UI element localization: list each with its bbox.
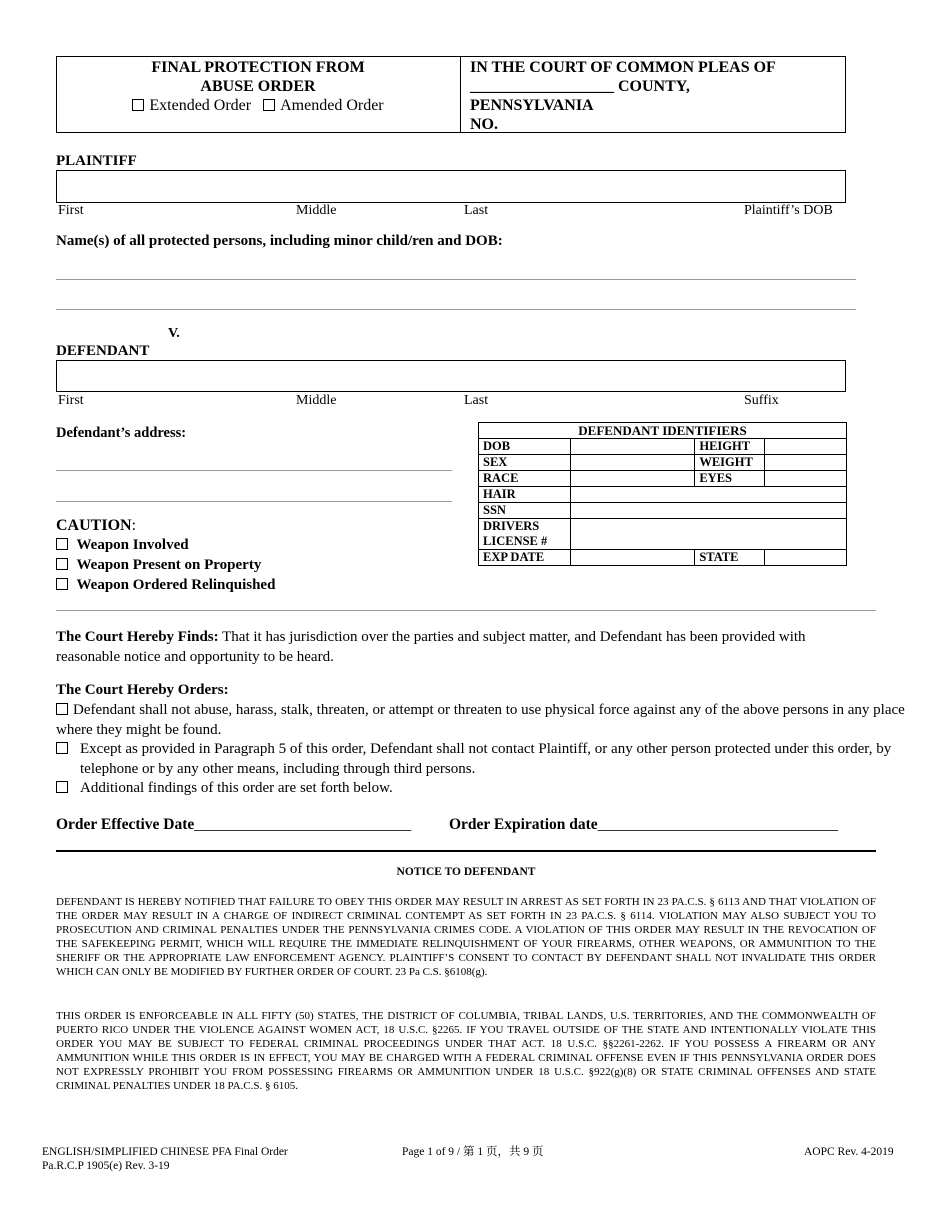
footer-page-number: Page 1 of 9 / 第 1 页，共 9 页	[402, 1146, 544, 1158]
court-findings	[56, 628, 856, 667]
license-value[interactable]	[570, 519, 846, 550]
caution-item	[56, 537, 189, 554]
hair-value[interactable]	[570, 487, 846, 503]
height-value[interactable]	[765, 439, 847, 455]
plaintiff-last-label: Last	[464, 203, 489, 218]
notice-divider	[56, 850, 876, 852]
weapon-involved-label: Weapon Involved	[76, 537, 189, 553]
weight-label: WEIGHT	[695, 455, 765, 471]
plaintiff-dob-label: Plaintiff’s DOB	[744, 203, 833, 218]
amended-order-label: Amended Order	[280, 97, 384, 114]
ssn-value[interactable]	[570, 503, 846, 519]
notice-paragraph-1: DEFENDANT IS HEREBY NOTIFIED THAT FAILURE TO OBEY THIS ORDER MAY RESULT IN ARREST AS SET FORTH IN 23 PA.C.S. § 6113 AND THAT VIOLATION OF THE ORDER MAY RESULT IN A CHARGE OF INDIRECT CRIMINAL CONTEMPT AS SET FORTH IN 23 PA.C.S. § 6114. VIOLATION MAY ALSO SUBJECT YOU TO PROSECUTION AND CRIMINAL PENALTIES UNDER THE PENNSYLVANIA CRIMES CODE. A VIOLATION OF THIS ORDER MAY RESULT IN THE REVOCATION OF THE SAFEKEEPING PERMIT, WHICH WILL REQUIRE THE IMMEDIATE RELINQUISHMENT OF YOUR FIREARMS, OTHER WEAPONS, OR AMMUNITION TO THE SHERIFF OR THE APPROPRIATE LAW ENFORCEMENT AGENCY. PLAINTIFF’S CONSENT TO CONTACT BY DEFENDANT SHALL NOT INVALIDATE THIS ORDER WHICH CAN ONLY BE MODIFIED BY FURTHER ORDER OF COURT. 23 Pa C.S. §6108(g).	[56, 896, 876, 978]
expiration-date-label: Order Expiration date	[449, 816, 598, 833]
defendant-name-field[interactable]	[56, 360, 846, 392]
defendant-identifiers-table	[478, 422, 847, 566]
weapon-involved-checkbox[interactable]	[56, 538, 68, 550]
order-expiration-date	[449, 816, 838, 834]
plaintiff-heading: PLAINTIFF	[56, 153, 137, 169]
court-name: IN THE COURT OF COMMON PLEAS OF	[470, 59, 776, 76]
caution-item	[56, 577, 275, 594]
sex-value[interactable]	[570, 455, 694, 471]
footer-form-name: ENGLISH/SIMPLIFIED CHINESE PFA Final Order	[42, 1146, 288, 1158]
defendant-address-line-2[interactable]	[56, 501, 452, 502]
court-county-line	[470, 77, 690, 96]
defendant-suffix-label: Suffix	[744, 393, 779, 408]
state-value[interactable]	[765, 550, 847, 566]
caution-heading: CAUTION:	[56, 517, 137, 534]
extended-order-checkbox[interactable]	[132, 99, 144, 111]
eyes-label: EYES	[695, 471, 765, 487]
dob-value[interactable]	[570, 439, 694, 455]
county-label: COUNTY,	[618, 78, 690, 95]
order-2-checkbox[interactable]	[56, 742, 68, 754]
weapon-relinquished-checkbox[interactable]	[56, 578, 68, 590]
order-title-line1: FINAL PROTECTION FROM	[151, 59, 365, 76]
orders-heading: The Court Hereby Orders:	[56, 682, 229, 698]
order-3-text: Additional findings of this order are set forth below.	[80, 780, 393, 796]
protected-persons-line-2[interactable]	[56, 309, 856, 310]
effective-date-field[interactable]: ____________________________	[194, 816, 412, 833]
ssn-label: SSN	[479, 503, 571, 519]
order-item-3	[56, 779, 906, 799]
exp-date-value[interactable]	[570, 550, 694, 566]
order-3-checkbox[interactable]	[56, 781, 68, 793]
order-title-line2: ABUSE ORDER	[200, 78, 316, 95]
sex-label: SEX	[479, 455, 571, 471]
order-1-text: Defendant shall not abuse, harass, stalk, threaten, or attempt or threaten to use physical force against any of the above persons in any place where they might be found.	[56, 702, 905, 738]
eyes-value[interactable]	[765, 471, 847, 487]
license-label-line2: LICENSE #	[483, 534, 548, 548]
plaintiff-first-label: First	[58, 203, 84, 218]
order-item-2	[56, 740, 906, 779]
effective-date-label: Order Effective Date	[56, 816, 195, 833]
docket-number-label: NO.	[470, 116, 498, 133]
height-label: HEIGHT	[695, 439, 765, 455]
section-divider	[56, 610, 876, 611]
protected-persons-label: Name(s) of all protected persons, including minor child/ren and DOB:	[56, 233, 503, 249]
plaintiff-name-field[interactable]	[56, 170, 846, 203]
defendant-address-label: Defendant’s address:	[56, 425, 187, 441]
defendant-first-label: First	[58, 393, 84, 408]
order-effective-date	[56, 816, 411, 834]
extended-order-label: Extended Order	[149, 97, 252, 114]
license-label-line1: DRIVERS	[483, 519, 540, 533]
amended-order-checkbox[interactable]	[263, 99, 275, 111]
findings-lead: The Court Hereby Finds:	[56, 629, 219, 645]
defendant-last-label: Last	[464, 393, 489, 408]
court-state: PENNSYLVANIA	[470, 97, 594, 114]
findings-text: That it has jurisdiction over the parties and subject matter, and Defendant has been provided with reasonable notice and opportunity to be heard.	[56, 629, 806, 665]
order-type-options	[56, 96, 460, 115]
weapon-present-checkbox[interactable]	[56, 558, 68, 570]
dob-label: DOB	[479, 439, 571, 455]
notice-paragraph-2: THIS ORDER IS ENFORCEABLE IN ALL FIFTY (50) STATES, THE DISTRICT OF COLUMBIA, TRIBAL LANDS, U.S. TERRITORIES, AND THE COMMONWEALTH OF PUERTO RICO UNDER THE VIOLENCE AGAINST WOMEN ACT, 18 U.S.C. §2265. IF YOU TRAVEL OUTSIDE OF THE STATE AND INTENTIONALLY VIOLATE THIS ORDER YOU MAY BE SUBJECT TO FEDERAL CRIMINAL PROCEEDINGS UNDER THAT ACT. 18 U.S.C. §§2261-2262. IF YOU POSSESS A FIREARM OR ANY AMMUNITION WHILE THIS ORDER IS IN EFFECT, YOU MAY BE CHARGED WITH A FEDERAL CRIMINAL OFFENSE EVEN IF THIS PENNSYLVANIA ORDER DOES NOT EXPRESSLY PROHIBIT YOU FROM POSSESSING FIREARMS OR AMMUNITION UNDER 18 U.S.C. §922(g)(8) OR STATE CRIMINAL OFFENSES AND STATE CRIMINAL PENALTIES UNDER 18 PA.C.S. § 6105.	[56, 1010, 876, 1092]
caution-label: CAUTION	[56, 517, 132, 534]
notice-heading: NOTICE TO DEFENDANT	[396, 866, 536, 878]
order-item-1	[56, 701, 906, 740]
defendant-heading: DEFENDANT	[56, 343, 150, 359]
protected-persons-line-1[interactable]	[56, 279, 856, 280]
order-2-text: Except as provided in Paragraph 5 of this order, Defendant shall not contact Plaintiff, or any other person protected under this order, by telephone or by any other means, including through third persons.	[80, 741, 892, 777]
state-label: STATE	[695, 550, 765, 566]
caution-item	[56, 557, 261, 574]
weapon-present-label: Weapon Present on Property	[76, 557, 262, 573]
versus-label: V.	[168, 326, 180, 341]
license-label	[479, 519, 571, 550]
footer-rule-ref: Pa.R.C.P 1905(e) Rev. 3-19	[42, 1160, 170, 1172]
plaintiff-middle-label: Middle	[296, 203, 337, 218]
exp-date-label: EXP DATE	[479, 550, 571, 566]
order-1-checkbox[interactable]	[56, 703, 68, 715]
hair-label: HAIR	[479, 487, 571, 503]
expiration-date-field[interactable]: _______________________________	[597, 816, 838, 833]
identifiers-title: DEFENDANT IDENTIFIERS	[479, 423, 847, 439]
county-blank[interactable]: __________________	[470, 78, 614, 95]
weapon-relinquished-label: Weapon Ordered Relinquished	[76, 577, 276, 593]
defendant-address-line-1[interactable]	[56, 470, 452, 471]
race-label: RACE	[479, 471, 571, 487]
weight-value[interactable]	[765, 455, 847, 471]
race-value[interactable]	[570, 471, 694, 487]
header-divider	[460, 56, 461, 133]
footer-revision: AOPC Rev. 4-2019	[804, 1146, 894, 1158]
defendant-middle-label: Middle	[296, 393, 337, 408]
